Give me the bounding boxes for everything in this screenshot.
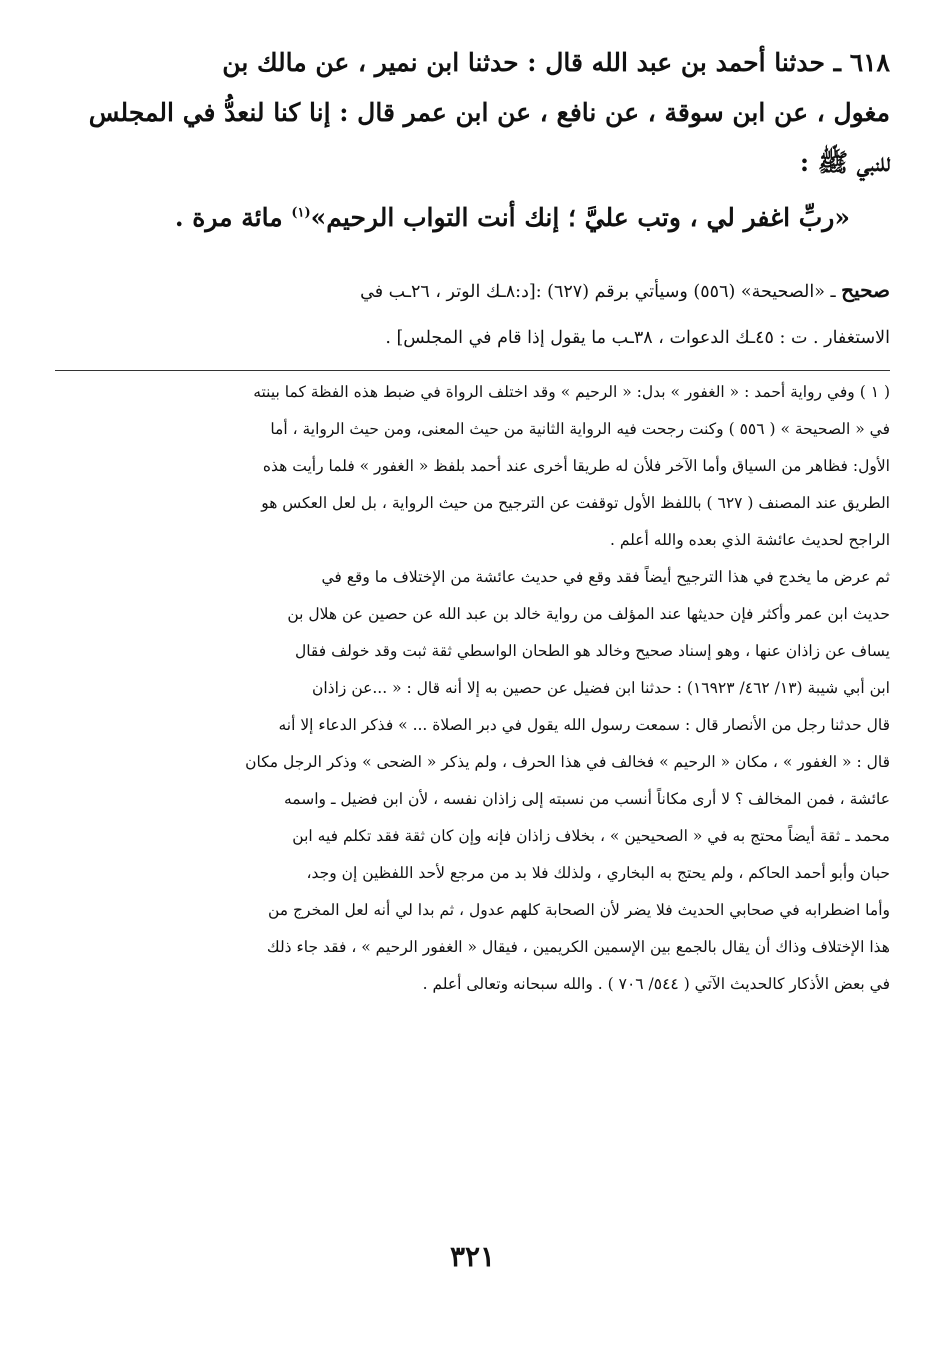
footnote-line: في بعض الأذكار كالحديث الآتي ( ٥٤٤/ ٧٠٦ ) . والله سبحانه وتعالى أعلم . xyxy=(422,975,890,993)
footnote-divider xyxy=(55,370,890,371)
grade-word: صحيح xyxy=(841,278,890,302)
footnote-line: الراجح لحديث عائشة الذي بعده والله أعلم . xyxy=(609,531,890,549)
footnote-marker: (١) xyxy=(291,205,311,221)
footnote-line: حبان وأبو أحمد الحاكم ، ولم يحتج به البخاري ، ولذلك فلا بد من مرجع لأحد اللفظين إن وجد، xyxy=(306,864,890,882)
footnote-line: الأول: فظاهر من السياق وأما الآخر فلأن له طريقا أخرى عند أحمد بلفظ « الغفور » فلما رأيت هذه xyxy=(262,457,890,475)
hadith-line-1: ٦١٨ ـ حدثنا أحمد بن عبد الله قال : حدثنا ابن نمير ، عن مالك بن xyxy=(222,48,890,77)
grading-line-2: الاستغفار . ت : ٤٥ـك الدعوات ، ٣٨ـب ما يقول إذا قام في المجلس] . xyxy=(385,328,890,348)
page-number: ٣٢١ xyxy=(449,1240,496,1273)
footnote-line: ثم عرض ما يخدج في هذا الترجيح أيضاً فقد وقع في حديث عائشة من الإختلاف ما وقع في xyxy=(321,568,890,586)
footnote-line: ( ١ ) وفي رواية أحمد : « الغفور » بدل: « الرحيم » وقد اختلف الرواة في ضبط هذه الفظة كما بينته xyxy=(253,383,890,401)
footnote-line: الطريق عند المصنف ( ٦٢٧ ) باللفظ الأول توقفت عن الترجيح من حيث الرواية ، بل لعل العكس هو xyxy=(261,494,890,512)
grading-line-1 xyxy=(360,280,890,302)
grading-rest: ـ «الصحيحة» (٥٥٦) وسيأتي برقم (٦٢٧) :[د:٨ـك الوتر ، ٢٦ـب في xyxy=(360,282,842,302)
quote-text: «ربِّ اغفر لي ، وتب عليَّ ؛ إنك أنت التواب الرحيم» xyxy=(310,203,850,232)
hadith-quote xyxy=(175,205,850,230)
footnote-line: محمد ـ ثقة أيضاً محتج به في « الصحيحين » ، بخلاف زاذان فإنه وإن كان ثقة فقد تكلم فيه ابن xyxy=(292,827,890,845)
footnote-line: قال حدثنا رجل من الأنصار قال : سمعت رسول الله يقول في دبر الصلاة ... » فذكر الدعاء إلا أنه xyxy=(278,716,890,734)
hadith-line-3: للنبي ﷺ : xyxy=(799,148,890,177)
footnote-line: هذا الإختلاف وذاك أن يقال بالجمع بين الإسمين الكريمين ، فيقال « الغفور الرحيم » ، فقد جاء ذلك xyxy=(266,938,890,956)
footnote-line: حديث ابن عمر وأكثر فإن حديثها عند المؤلف من رواية خالد بن عبد الله عن حصين عن هلال بن xyxy=(287,605,890,623)
footnote-line: عائشة ، فمن المخالف ؟ لا أرى مكاناً أنسب من نسبته إلى زاذان نفسه ، لأن ابن فضيل ـ واسمه xyxy=(283,790,890,808)
footnote-line: قال : « الغفور » ، مكان « الرحيم » فخالف في هذا الحرف ، ولم يذكر « الضحى » وذكر الرجل مكان xyxy=(245,753,890,771)
hadith-line-2: مغول ، عن ابن سوقة ، عن نافع ، عن ابن عمر قال : إنا كنا لنعدُّ في المجلس xyxy=(88,98,890,127)
quote-tail: مائة مرة . xyxy=(174,203,292,232)
footnote-line: في « الصحيحة » ( ٥٥٦ ) وكنت رجحت فيه الرواية الثانية من حيث المعنى، ومن حيث الرواية ، أما xyxy=(270,420,890,438)
footnote-line: وأما اضطرابه في صحابي الحديث فلا يضر لأن الصحابة كلهم عدول ، ثم بدا لي أنه لعل المخرج من xyxy=(268,901,890,919)
footnote-line: ابن أبي شيبة (١٣/ ٤٦٢/ ١٦٩٢٣) : حدثنا ابن فضيل عن حصين به إلا أنه قال : « ...عن زاذان xyxy=(312,679,890,697)
footnote-line: يساف عن زاذان عنها ، وهو إسناد صحيح وخالد هو الطحان الواسطي ثقة ثبت وقد خولف فقال xyxy=(294,642,890,660)
